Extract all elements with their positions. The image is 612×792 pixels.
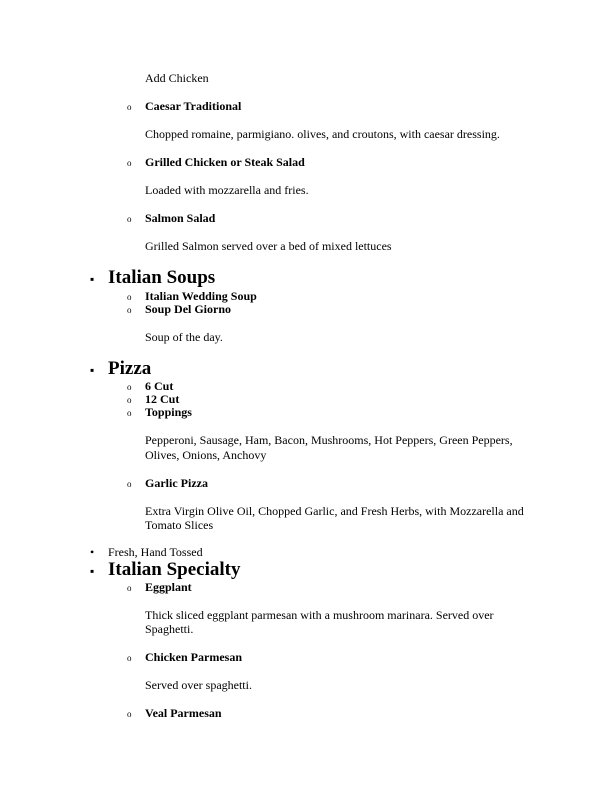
pizza-note: Fresh, Hand Tossed (108, 545, 203, 559)
section-bullet-icon: ▪ (90, 564, 95, 578)
circle-bullet-icon: o (127, 214, 132, 224)
item-desc-garlic-pizza-line1: Extra Virgin Olive Oil, Chopped Garlic, and Fresh Herbs, with Mozzarella and (145, 504, 524, 518)
circle-bullet-icon: o (127, 479, 132, 489)
circle-bullet-icon: o (127, 395, 132, 405)
item-name-toppings: Toppings (145, 405, 192, 419)
item-name-wedding-soup: Italian Wedding Soup (145, 289, 257, 303)
item-desc-garlic-pizza-line2: Tomato Slices (145, 518, 214, 532)
item-desc-toppings-line2: Olives, Onions, Anchovy (145, 448, 267, 462)
item-desc-toppings-line1: Pepperoni, Sausage, Ham, Bacon, Mushrooms, Hot Peppers, Green Peppers, (145, 433, 513, 447)
circle-bullet-icon: o (127, 382, 132, 392)
item-desc-chicken-parmesan: Served over spaghetti. (145, 678, 252, 692)
item-desc-eggplant-line2: Spaghetti. (145, 622, 194, 636)
item-name-grilled-salad: Grilled Chicken or Steak Salad (145, 155, 305, 169)
circle-bullet-icon: o (127, 408, 132, 418)
heading-italian-specialty: Italian Specialty (108, 559, 241, 580)
section-bullet-icon: ▪ (90, 272, 95, 286)
circle-bullet-icon: o (127, 158, 132, 168)
add-chicken-text: Add Chicken (145, 71, 209, 85)
item-name-chicken-parmesan: Chicken Parmesan (145, 650, 242, 664)
circle-bullet-icon: o (127, 653, 132, 663)
item-name-caesar: Caesar Traditional (145, 99, 242, 113)
item-name-6-cut: 6 Cut (145, 379, 174, 393)
item-desc-salmon-salad: Grilled Salmon served over a bed of mixed lettuces (145, 239, 392, 253)
circle-bullet-icon: o (127, 305, 132, 315)
bullet-dot-icon: • (90, 545, 95, 559)
heading-italian-soups: Italian Soups (108, 267, 216, 288)
item-name-soup-del-giorno: Soup Del Giorno (145, 302, 232, 316)
item-desc-grilled-salad: Loaded with mozzarella and fries. (145, 183, 309, 197)
item-desc-caesar: Chopped romaine, parmigiano. olives, and croutons, with caesar dressing. (145, 127, 500, 141)
item-name-eggplant: Eggplant (145, 580, 192, 594)
item-name-salmon-salad: Salmon Salad (145, 211, 216, 225)
item-desc-soup-del-giorno: Soup of the day. (145, 330, 223, 344)
item-name-garlic-pizza: Garlic Pizza (145, 476, 208, 490)
section-bullet-icon: ▪ (90, 363, 95, 377)
circle-bullet-icon: o (127, 292, 132, 302)
circle-bullet-icon: o (127, 709, 132, 719)
circle-bullet-icon: o (127, 102, 132, 112)
item-name-veal-parmesan: Veal Parmesan (145, 706, 222, 720)
item-name-12-cut: 12 Cut (145, 392, 180, 406)
heading-pizza: Pizza (108, 358, 152, 379)
item-desc-eggplant-line1: Thick sliced eggplant parmesan with a mushroom marinara. Served over (145, 608, 494, 622)
circle-bullet-icon: o (127, 583, 132, 593)
